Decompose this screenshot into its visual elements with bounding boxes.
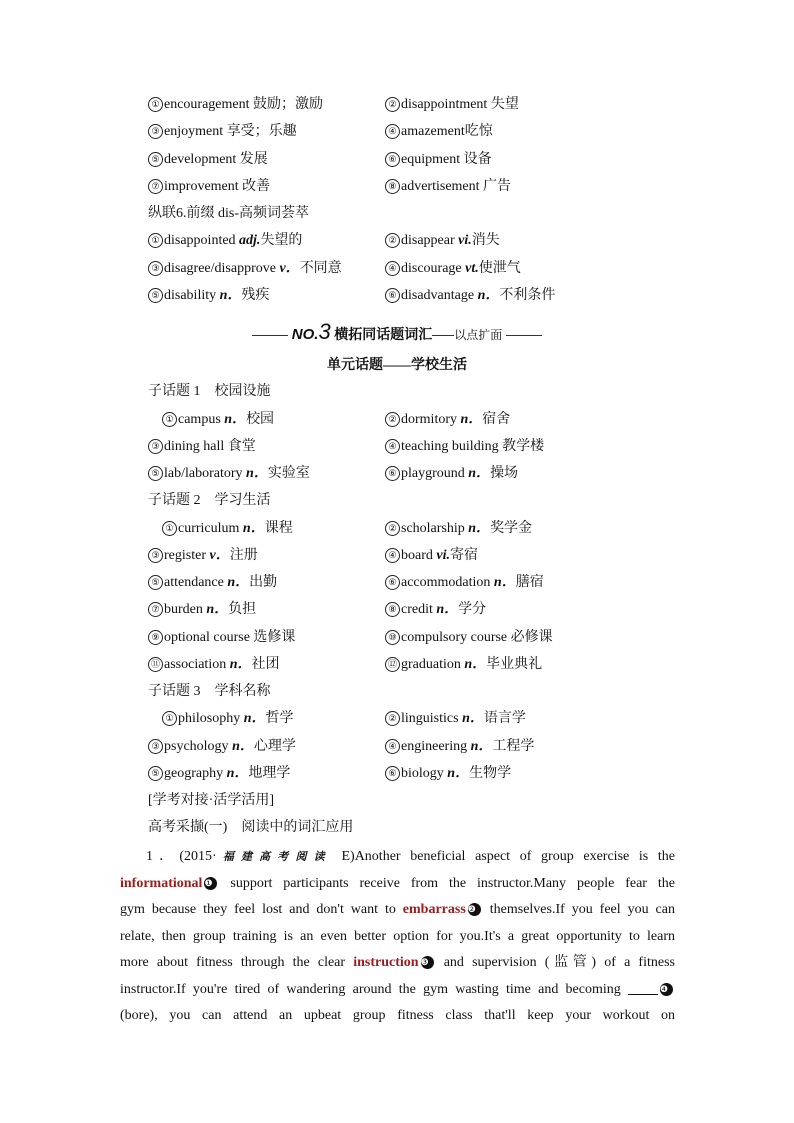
highlight-word: informational xyxy=(120,875,203,891)
vocab-item: ② linguistics n．语言学 xyxy=(385,707,526,731)
exam-heading xyxy=(0,816,794,840)
vocab-item: ③ register v．注册 xyxy=(148,544,258,568)
vocab-item: ⑪ association n．社团 xyxy=(148,653,280,677)
vocab-item: ⑦ burden n．负担 xyxy=(148,598,256,622)
passage-line: informational ❶ support participants receive from the instructor.Many people fear the xyxy=(120,875,675,891)
item-number: ④ xyxy=(385,439,400,454)
banner-title: 横拓同话题词汇 xyxy=(334,328,433,343)
item-number: ⑤ xyxy=(148,575,163,590)
vocab-item: ① disappointed adj.失望的 xyxy=(148,229,302,253)
item-number: ⑧ xyxy=(385,179,400,194)
vocab-item: ② disappear vi.消失 xyxy=(385,229,500,253)
vocab-row xyxy=(0,598,794,622)
item-number: ⑤ xyxy=(148,466,163,481)
item-number: ① xyxy=(162,521,177,536)
item-number: ③ xyxy=(148,124,163,139)
vocab-item: ⑥ accommodation n．膳宿 xyxy=(385,571,544,595)
item-number: ⑤ xyxy=(148,288,163,303)
vocab-item: ⑥ biology n．生物学 xyxy=(385,762,511,786)
item-number: ③ xyxy=(148,548,163,563)
vocab-row xyxy=(0,571,794,595)
vocab-row xyxy=(0,462,794,486)
item-number: ④ xyxy=(385,739,400,754)
section-b-title: 纵联6.前缀 dis-高频词荟萃 xyxy=(148,206,309,221)
vocab-row xyxy=(0,517,794,541)
vocab-row xyxy=(0,284,794,308)
topic-heading xyxy=(0,489,794,513)
vocab-item: ⑥ playground n．操场 xyxy=(385,462,518,486)
item-number: ⑧ xyxy=(385,602,400,617)
banner-number: 3 xyxy=(318,319,331,344)
item-number: ② xyxy=(385,97,400,112)
item-number: ⑤ xyxy=(148,766,163,781)
item-number: ⑪ xyxy=(148,657,163,672)
vocab-item: ③ disagree/disapprove v．不同意 xyxy=(148,257,342,281)
item-number: ② xyxy=(385,711,400,726)
passage-line: instructor.If you're tired of wandering around the gym wasting time and becoming ❹ xyxy=(120,977,675,1004)
vocab-item: ① curriculum n．课程 xyxy=(162,517,293,541)
vocab-item: ⑤ lab/laboratory n．实验室 xyxy=(148,462,310,486)
highlight-word: embarrass xyxy=(402,902,466,917)
vocab-row xyxy=(0,120,794,144)
vocab-item: ② disappointment 失望 xyxy=(385,93,519,117)
item-number: ③ xyxy=(148,739,163,754)
vocab-row xyxy=(0,435,794,459)
vocab-row xyxy=(0,229,794,253)
banner-rule xyxy=(432,335,454,336)
passage-line: gym because they feel lost and don't want to embarrass ❷ themselves.If you feel you can xyxy=(120,902,675,917)
vocab-item: ① philosophy n．哲学 xyxy=(162,707,294,731)
vocab-row xyxy=(0,257,794,281)
vocab-item: ⑤ development 发展 xyxy=(148,148,268,172)
vocab-row xyxy=(0,707,794,731)
vocab-item: ⑧ credit n．学分 xyxy=(385,598,486,622)
vocab-item: ③ dining hall 食堂 xyxy=(148,435,256,459)
vocab-item: ③ enjoyment 享受；乐趣 xyxy=(148,120,297,144)
section-banner xyxy=(0,318,794,346)
item-number: ④ xyxy=(385,261,400,276)
vocab-item: ④ engineering n．工程学 xyxy=(385,735,534,759)
reading-passage xyxy=(120,844,675,1030)
vocab-item: ⑤ disability n．残疾 xyxy=(148,284,269,308)
vocab-item: ⑨ optional course 选修课 xyxy=(148,626,295,650)
item-number: ⑤ xyxy=(148,152,163,167)
vocab-row xyxy=(0,653,794,677)
vocab-item: ④ discourage vt.使泄气 xyxy=(385,257,521,281)
item-number: ⑫ xyxy=(385,657,400,672)
vocab-item: ④ teaching building 教学楼 xyxy=(385,435,544,459)
item-number: ⑥ xyxy=(385,466,400,481)
item-number: ① xyxy=(148,233,163,248)
banner-rule xyxy=(506,335,542,336)
blank-marker: ❶ xyxy=(204,877,217,890)
item-number: ③ xyxy=(148,439,163,454)
vocab-row xyxy=(0,148,794,172)
banner-no: NO. xyxy=(291,326,319,343)
vocab-item: ③ psychology n．心理学 xyxy=(148,735,296,759)
vocab-row xyxy=(0,408,794,432)
vocab-item: ⑥ disadvantage n．不利条件 xyxy=(385,284,555,308)
blank-marker: ❹ xyxy=(660,983,673,996)
item-number: ④ xyxy=(385,548,400,563)
item-number: ① xyxy=(162,412,177,427)
item-number: ② xyxy=(385,233,400,248)
blank-marker: ❸ xyxy=(421,956,434,969)
banner-subtitle: 以点扩面 xyxy=(454,328,503,342)
item-number: ⑦ xyxy=(148,179,163,194)
vocab-item: ⑥ equipment 设备 xyxy=(385,148,492,172)
item-number: ⑦ xyxy=(148,602,163,617)
topic-heading xyxy=(0,680,794,704)
section-heading xyxy=(0,202,794,226)
vocab-item: ① campus n．校园 xyxy=(162,408,274,432)
item-number: ① xyxy=(148,97,163,112)
vocab-item: ④ amazement吃惊 xyxy=(385,120,493,144)
item-number: ⑥ xyxy=(385,288,400,303)
practice-heading xyxy=(0,789,794,813)
passage-line: (bore), you can attend an upbeat group fitness class that'll keep your workout on xyxy=(120,1008,675,1023)
item-number: ⑩ xyxy=(385,630,400,645)
passage-line: 1．(2015·福建高考阅读 E)Another beneficial aspect of group exercise is the xyxy=(146,849,675,864)
vocab-row xyxy=(0,93,794,117)
exam-title: 高考采撷(一) 阅读中的词汇应用 xyxy=(148,820,354,835)
item-number: ② xyxy=(385,412,400,427)
item-number: ④ xyxy=(385,124,400,139)
item-number: ③ xyxy=(148,261,163,276)
vocab-row xyxy=(0,626,794,650)
vocab-row xyxy=(0,544,794,568)
item-number: ⑥ xyxy=(385,766,400,781)
vocab-item: ① encouragement 鼓励；激励 xyxy=(148,93,323,117)
topic-title: 子话题 2 学习生活 xyxy=(148,493,271,508)
item-number: ② xyxy=(385,521,400,536)
vocab-item: ⑫ graduation n．毕业典礼 xyxy=(385,653,542,677)
vocab-row xyxy=(0,762,794,786)
vocab-item: ⑤ attendance n．出勤 xyxy=(148,571,277,595)
item-number: ⑥ xyxy=(385,152,400,167)
topic-title: 子话题 3 学科名称 xyxy=(148,684,271,699)
blank-marker: ❷ xyxy=(468,903,481,916)
highlight-word: instruction xyxy=(353,955,419,970)
vocab-row xyxy=(0,735,794,759)
item-number: ⑥ xyxy=(385,575,400,590)
vocab-item: ⑤ geography n．地理学 xyxy=(148,762,290,786)
passage-line: more about fitness through the clear instruction ❸ and supervision (监管) of a fitness xyxy=(120,955,675,970)
item-number: ⑨ xyxy=(148,630,163,645)
unit-title: 单元话题——学校生活 xyxy=(327,358,467,373)
vocab-item: ② dormitory n．宿舍 xyxy=(385,408,510,432)
topic-heading xyxy=(0,380,794,404)
vocab-item: ② scholarship n．奖学金 xyxy=(385,517,532,541)
topic-title: 子话题 1 校园设施 xyxy=(148,384,271,399)
vocab-item: ④ board vi.寄宿 xyxy=(385,544,478,568)
vocab-row xyxy=(0,175,794,199)
practice-title: [学考对接·活学活用] xyxy=(148,793,274,808)
passage-line: relate, then group training is an even better option for you.It's a great opportunity to learn xyxy=(120,928,675,944)
banner-rule xyxy=(252,335,288,336)
vocab-item: ⑩ compulsory course 必修课 xyxy=(385,626,553,650)
answer-blank[interactable] xyxy=(628,980,658,995)
vocab-item: ⑦ improvement 改善 xyxy=(148,175,270,199)
vocab-item: ⑧ advertisement 广告 xyxy=(385,175,511,199)
source-label: 福建高考阅读 xyxy=(216,851,332,863)
item-number: ① xyxy=(162,711,177,726)
